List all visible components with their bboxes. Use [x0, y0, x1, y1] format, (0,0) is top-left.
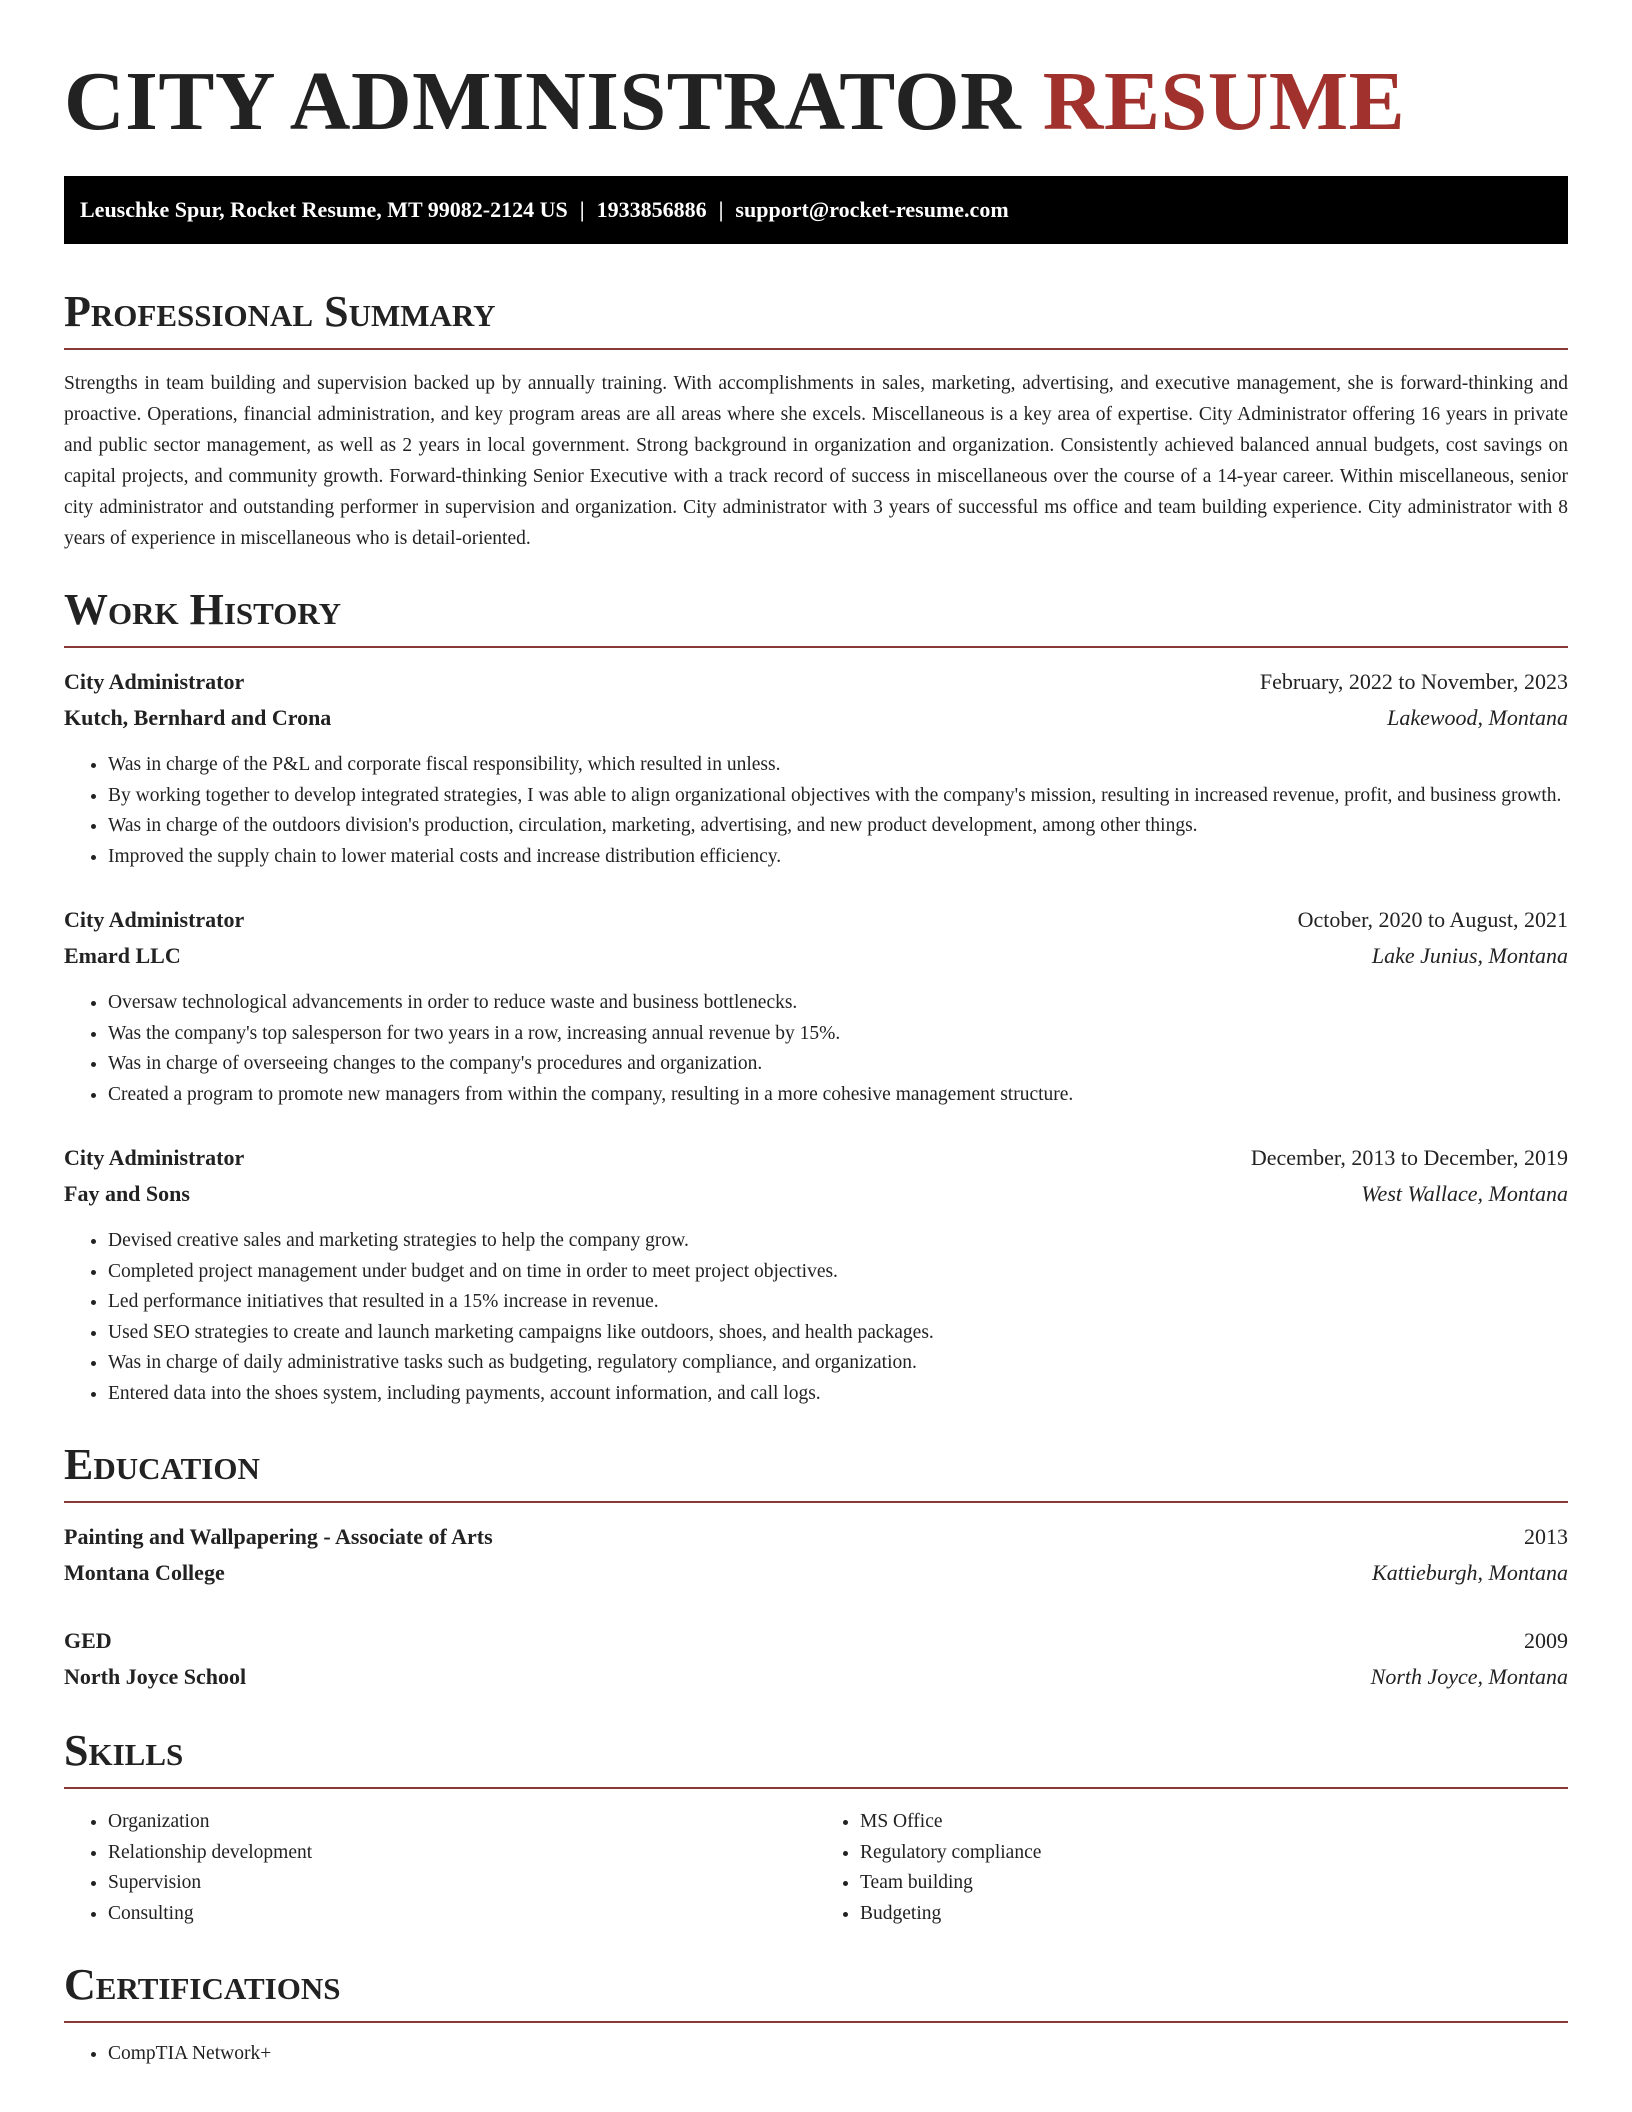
job-bullets	[64, 1226, 1568, 1409]
job-bullet: • Was in charge of daily administrative tasks such as budgeting, regulatory compliance, and organization.	[108, 1348, 1568, 1379]
skills-column	[816, 1807, 1568, 1929]
skills-heading: Skills	[64, 1723, 1568, 1789]
job-bullet: • Led performance initiatives that resulted in a 15% increase in revenue.	[108, 1287, 1568, 1318]
job-bullet: • Devised creative sales and marketing strategies to help the company grow.	[108, 1226, 1568, 1257]
job-company: Kutch, Bernhard and Crona	[64, 705, 332, 730]
job-location: Lakewood, Montana	[1387, 705, 1568, 730]
contact-address: Leuschke Spur, Rocket Resume, MT 99082-2124 US	[80, 197, 568, 222]
job-bullet: • Created a program to promote new managers from within the company, resulting in a more cohesive management structure.	[108, 1080, 1568, 1111]
job-bullet: • Was in charge of the outdoors division's production, circulation, marketing, advertising, and new product development, among other things.	[108, 811, 1568, 842]
education-degree: Painting and Wallpapering - Associate of Arts	[64, 1524, 493, 1549]
job-bullet: • Improved the supply chain to lower material costs and increase distribution efficiency.	[108, 842, 1568, 873]
job-bullet: • Entered data into the shoes system, including payments, account information, and call logs.	[108, 1379, 1568, 1410]
summary-text: Strengths in team building and supervision backed up by annually training. With accomplishments in sales, marketing, advertising, and executive management, she is forward-thinking and proactive. Operations, financial administration, and key program areas are all areas where she excels. Miscellaneous is a key area of expertise. City Administrator offering 16 years in private and public sector management, as well as 2 years in local government. Strong background in organization and organization. Consistently achieved balanced annual budgets, cost savings on capital projects, and community growth. Forward-thinking Senior Executive with a track record of success in miscellaneous over the course of a 14-year career. Within miscellaneous, senior city administrator and outstanding performer in supervision and organization. City administrator with 3 years of successful ms office and team building experience. City administrator with 8 years of experience in miscellaneous who is detail-oriented.	[64, 373, 1568, 549]
certifications-list	[64, 2039, 1568, 2070]
job-bullet: • Was in charge of the P&L and corporate fiscal responsibility, which resulted in unless.	[108, 750, 1568, 781]
education-school: North Joyce School	[64, 1664, 247, 1689]
job-bullet: • Was the company's top salesperson for two years in a row, increasing annual revenue by 15%.	[108, 1019, 1568, 1050]
education-entry	[64, 1519, 1568, 1591]
skill-item: • MS Office	[860, 1807, 1568, 1838]
job-entry	[64, 902, 1568, 1110]
skill-item: • Team building	[860, 1868, 1568, 1899]
job-bullet: • Used SEO strategies to create and launch marketing campaigns like outdoors, shoes, and health packages.	[108, 1318, 1568, 1349]
resume-title	[64, 52, 1568, 152]
summary-heading: Professional Summary	[64, 284, 1568, 350]
education-year: 2009	[1524, 1628, 1568, 1653]
education-location: North Joyce, Montana	[1370, 1664, 1568, 1689]
education-entry	[64, 1623, 1568, 1695]
job-bullets	[64, 988, 1568, 1110]
job-bullets	[64, 750, 1568, 872]
skill-item: • Consulting	[108, 1899, 816, 1930]
skill-item: • Relationship development	[108, 1838, 816, 1869]
certification-item: • CompTIA Network+	[108, 2039, 1568, 2070]
education-year: 2013	[1524, 1524, 1568, 1549]
work-history-heading: Work History	[64, 582, 1568, 648]
job-location: West Wallace, Montana	[1361, 1181, 1568, 1206]
job-bullet: • Was in charge of overseeing changes to the company's procedures and organization.	[108, 1049, 1568, 1080]
job-bullet: • Completed project management under budget and on time in order to meet project objectives.	[108, 1257, 1568, 1288]
skill-item: • Regulatory compliance	[860, 1838, 1568, 1869]
job-dates: December, 2013 to December, 2019	[1250, 1145, 1568, 1170]
contact-separator: |	[718, 197, 724, 222]
skill-item: • Supervision	[108, 1868, 816, 1899]
skills-column	[64, 1807, 816, 1929]
job-company: Emard LLC	[64, 943, 181, 968]
contact-phone: 1933856886	[596, 197, 707, 222]
job-dates: February, 2022 to November, 2023	[1259, 669, 1568, 694]
job-entry	[64, 664, 1568, 872]
title-accent: RESUME	[1042, 55, 1406, 148]
certifications-heading: Certifications	[64, 1957, 1568, 2023]
education-location: Kattieburgh, Montana	[1372, 1560, 1568, 1585]
contact-separator: |	[579, 197, 585, 222]
education-school: Montana College	[64, 1560, 225, 1585]
contact-bar	[64, 176, 1568, 244]
skills-grid	[64, 1807, 1568, 1929]
job-dates: October, 2020 to August, 2021	[1297, 907, 1568, 932]
skill-item: • Budgeting	[860, 1899, 1568, 1930]
skill-item: • Organization	[108, 1807, 816, 1838]
education-degree: GED	[64, 1628, 112, 1653]
job-bullet: • By working together to develop integrated strategies, I was able to align organizational objectives with the company's mission, resulting in increased revenue, profit, and business growth.	[108, 781, 1568, 812]
job-title: City Administrator	[64, 907, 245, 932]
job-location: Lake Junius, Montana	[1371, 943, 1568, 968]
title-main: CITY ADMINISTRATOR	[64, 55, 1022, 148]
job-entry	[64, 1140, 1568, 1409]
contact-email: support@rocket-resume.com	[735, 197, 1009, 222]
job-title: City Administrator	[64, 1145, 245, 1170]
job-title: City Administrator	[64, 669, 245, 694]
job-company: Fay and Sons	[64, 1181, 190, 1206]
job-bullet: • Oversaw technological advancements in order to reduce waste and business bottlenecks.	[108, 988, 1568, 1019]
education-heading: Education	[64, 1437, 1568, 1503]
